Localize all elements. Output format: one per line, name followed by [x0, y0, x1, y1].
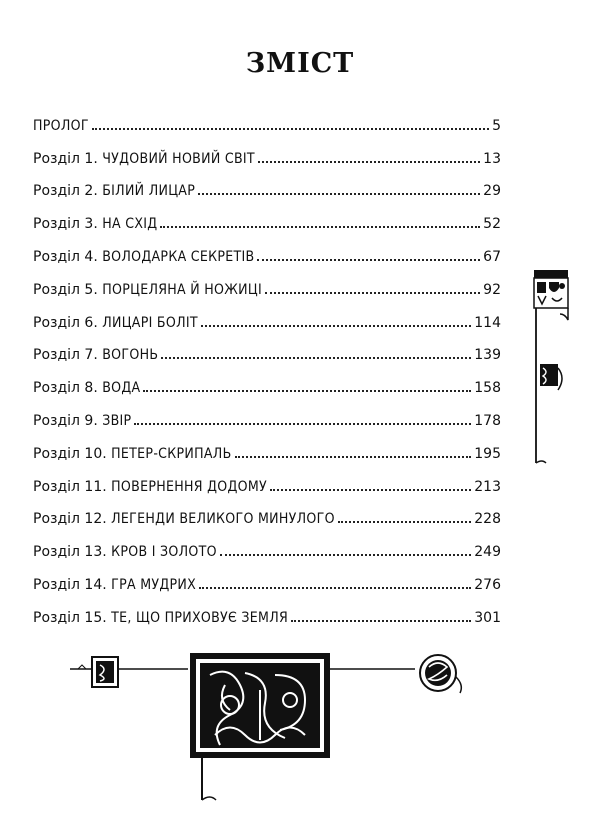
chapter-title: ПОРЦЕЛЯНА Й НОЖИЦІ [102, 281, 262, 298]
dot-leader [201, 325, 471, 327]
toc-entry-label [33, 348, 158, 362]
dot-leader [160, 226, 480, 228]
page-number: 5 [492, 117, 501, 134]
toc-entry[interactable] [33, 428, 501, 461]
toc-entry[interactable] [33, 264, 501, 297]
dot-leader [265, 292, 480, 294]
toc-entry[interactable] [33, 166, 501, 199]
toc-entry-label [33, 316, 198, 330]
page-number: 249 [474, 544, 501, 561]
page-number: 52 [483, 216, 501, 233]
toc-entry[interactable] [33, 231, 501, 264]
chapter-title: ВОДА [102, 380, 141, 397]
toc-entry-label [33, 480, 267, 494]
page-number: 228 [474, 511, 501, 528]
chapter-number: Розділ 1. [33, 150, 98, 167]
dot-leader [258, 161, 480, 163]
toc-entry-label [33, 283, 262, 297]
page-number: 195 [474, 445, 501, 462]
chapter-number: Розділ 10. [33, 445, 107, 462]
toc-entry[interactable] [33, 133, 501, 166]
toc-entry-label [33, 119, 89, 133]
page-title: ЗМІСТ [245, 48, 355, 79]
chapter-title: НА СХІД [102, 216, 158, 233]
chapter-number: Розділ 6. [33, 314, 98, 331]
toc-entry-label [33, 381, 140, 395]
toc-entry-label [33, 447, 232, 461]
chapter-title: ПОВЕРНЕННЯ ДОДОМУ [111, 478, 268, 495]
toc-entry-label [33, 512, 335, 526]
page-number: 114 [474, 314, 501, 331]
dot-leader [338, 521, 471, 523]
toc-entry[interactable] [33, 297, 501, 330]
toc-entry-label [33, 217, 157, 231]
chapter-number: Розділ 2. [33, 183, 98, 200]
chapter-title: ПЕТЕР-СКРИПАЛЬ [111, 445, 232, 462]
page-number: 301 [474, 609, 501, 626]
chapter-title: БІЛИЙ ЛИЦАР [102, 183, 196, 200]
chapter-title: ЧУДОВИЙ НОВИЙ СВІТ [102, 150, 255, 167]
toc-entry-label [33, 152, 255, 166]
illuminated-letter-ornament-icon [70, 645, 470, 805]
chapter-number: Розділ 3. [33, 216, 98, 233]
toc-entry-label [33, 578, 196, 592]
toc-entry[interactable] [33, 559, 501, 592]
chapter-title: ТЕ, ЩО ПРИХОВУЄ ЗЕМЛЯ [111, 609, 289, 626]
dot-leader [235, 456, 472, 458]
dot-leader [92, 128, 489, 130]
toc-entry[interactable] [33, 494, 501, 527]
dot-leader [134, 423, 471, 425]
chapter-title: ЛИЦАРІ БОЛІТ [102, 314, 198, 331]
chapter-number: Розділ 13. [33, 544, 107, 561]
toc-entry[interactable] [33, 461, 501, 494]
toc-entry[interactable] [33, 526, 501, 559]
chapter-number: Розділ 12. [33, 511, 107, 528]
dot-leader [143, 390, 471, 392]
chapter-number: Розділ 15. [33, 609, 107, 626]
chapter-number: Розділ 14. [33, 576, 107, 593]
dot-leader [291, 620, 471, 622]
table-of-contents [33, 100, 501, 625]
chapter-number: Розділ 9. [33, 412, 98, 429]
toc-entry-label [33, 250, 254, 264]
dot-leader [198, 193, 480, 195]
dot-leader [220, 554, 471, 556]
heraldic-banner-icon [532, 268, 572, 468]
chapter-number: Розділ 11. [33, 478, 107, 495]
toc-entry[interactable] [33, 198, 501, 231]
chapter-number: Розділ 7. [33, 347, 98, 364]
chapter-number: Розділ 5. [33, 281, 98, 298]
toc-entry-label [33, 611, 288, 625]
chapter-number: Розділ 4. [33, 248, 98, 265]
toc-entry[interactable] [33, 330, 501, 363]
chapter-title: ВОЛОДАРКА СЕКРЕТІВ [102, 248, 255, 265]
chapter-title: ВОГОНЬ [102, 347, 159, 364]
toc-entry[interactable] [33, 592, 501, 625]
chapter-title: ГРА МУДРИХ [111, 576, 197, 593]
page-number: 13 [483, 150, 501, 167]
toc-entry-label [33, 414, 131, 428]
page-number: 276 [474, 576, 501, 593]
dot-leader [270, 489, 471, 491]
chapter-title: ПРОЛОГ [33, 117, 89, 134]
dot-leader [257, 259, 480, 261]
page-number: 67 [483, 248, 501, 265]
chapter-title: ЗВІР [102, 412, 132, 429]
chapter-title: ЛЕГЕНДИ ВЕЛИКОГО МИНУЛОГО [111, 511, 335, 528]
toc-entry-label [33, 184, 195, 198]
page-number: 213 [474, 478, 501, 495]
page-number: 92 [483, 281, 501, 298]
page-number: 139 [474, 347, 501, 364]
toc-entry-label [33, 545, 217, 559]
dot-leader [199, 587, 471, 589]
toc-entry[interactable] [33, 362, 501, 395]
page-number: 178 [474, 412, 501, 429]
chapter-title: КРОВ І ЗОЛОТО [111, 544, 217, 561]
page-number: 158 [474, 380, 501, 397]
page-number: 29 [483, 183, 501, 200]
toc-entry[interactable] [33, 395, 501, 428]
dot-leader [161, 357, 471, 359]
toc-entry[interactable] [33, 100, 501, 133]
chapter-number: Розділ 8. [33, 380, 98, 397]
